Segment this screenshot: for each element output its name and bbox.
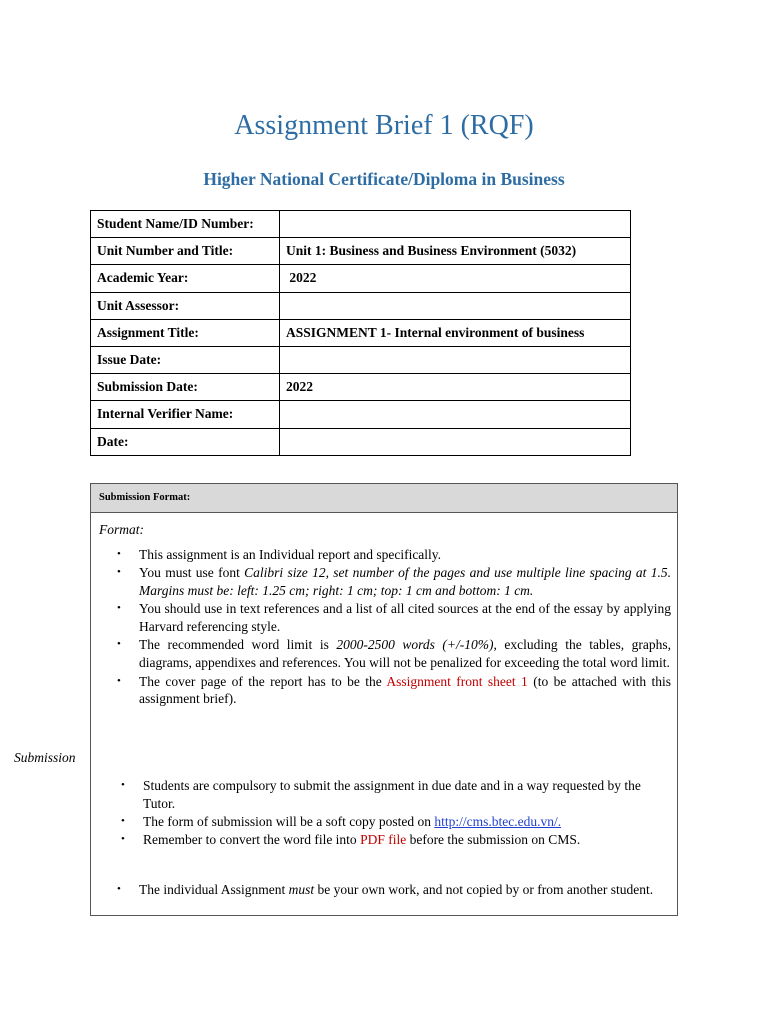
row-label: Internal Verifier Name: [91, 401, 280, 428]
row-value: Unit 1: Business and Business Environment (5032) [280, 238, 631, 265]
table-row [91, 265, 631, 292]
submission-format-heading: Submission Format: [91, 484, 677, 513]
row-value: 2022 [280, 374, 631, 401]
document-subtitle: Higher National Certificate/Diploma in Business [203, 169, 565, 189]
assignment-info-table [90, 210, 631, 456]
row-value [280, 292, 631, 319]
row-label: Academic Year: [91, 265, 280, 292]
table-row [91, 319, 631, 346]
row-value [280, 428, 631, 455]
bullet-icon: • [117, 566, 121, 579]
submission-list [121, 777, 671, 850]
row-value: ASSIGNMENT 1- Internal environment of business [280, 319, 631, 346]
row-label: Submission Date: [91, 374, 280, 401]
bullet-icon: • [117, 674, 121, 687]
table-row [91, 211, 631, 238]
row-label: Assignment Title: [91, 319, 280, 346]
bullet-icon: • [117, 602, 121, 615]
table-row [91, 238, 631, 265]
table-row [91, 292, 631, 319]
format-list [117, 546, 671, 709]
list-item: • The cover page of the report has to be the Assignment front sheet 1 (to be attached with this assignment brief). [117, 673, 671, 707]
own-work-list [117, 881, 671, 899]
list-item: • Students are compulsory to submit the assignment in due date and in a way requested by the Tutor. [121, 778, 641, 811]
row-label: Unit Assessor: [91, 292, 280, 319]
document-title: Assignment Brief 1 (RQF) [234, 110, 534, 141]
table-row [91, 428, 631, 455]
list-item: • This assignment is an Individual report and specifically. [117, 547, 442, 562]
list-item: • The recommended word limit is 2000-2500 words (+/-10%), excluding the tables, graphs, diagrams, appendixes and references. You will not be penalized for exceeding the total word limit. [117, 637, 671, 671]
front-sheet-reference: Assignment front sheet 1 [386, 673, 528, 689]
table-row [91, 346, 631, 373]
pdf-file-reference: PDF file [360, 832, 407, 848]
table-row [91, 401, 631, 428]
row-label: Student Name/ID Number: [91, 211, 280, 238]
bullet-icon: • [121, 833, 125, 846]
bullet-icon: • [121, 815, 125, 828]
row-label: Unit Number and Title: [91, 238, 280, 265]
list-item: • The form of submission will be a soft copy posted on http://cms.btec.edu.vn/. [121, 814, 562, 830]
row-label: Issue Date: [91, 346, 280, 373]
submission-side-label: Submission [14, 750, 76, 765]
submission-format-box [90, 483, 678, 916]
bullet-icon: • [117, 883, 121, 895]
format-label: Format: [99, 522, 144, 537]
bullet-icon: • [121, 779, 125, 791]
list-item: • You must use font Calibri size 12, set number of the pages and use multiple line spacing at 1.5. Margins must be: left: 1.25 cm; right: 1 cm; top: 1 cm and bottom: 1 cm. [117, 565, 671, 599]
bullet-icon: • [117, 548, 121, 560]
list-item: • Remember to convert the word file into PDF file before the submission on CMS. [121, 832, 581, 848]
list-item: • The individual Assignment must be your own work, and not copied by or from another student. [117, 882, 654, 897]
row-value [280, 401, 631, 428]
list-item: • You should use in text references and a list of all cited sources at the end of the essay by applying Harvard referencing style. [117, 601, 671, 635]
row-value [280, 346, 631, 373]
cms-link[interactable]: http://cms.btec.edu.vn/. [434, 814, 562, 830]
row-value: 2022 [280, 265, 631, 292]
row-value [280, 211, 631, 238]
bullet-icon: • [117, 638, 121, 651]
row-label: Date: [91, 428, 280, 455]
table-row [91, 374, 631, 401]
